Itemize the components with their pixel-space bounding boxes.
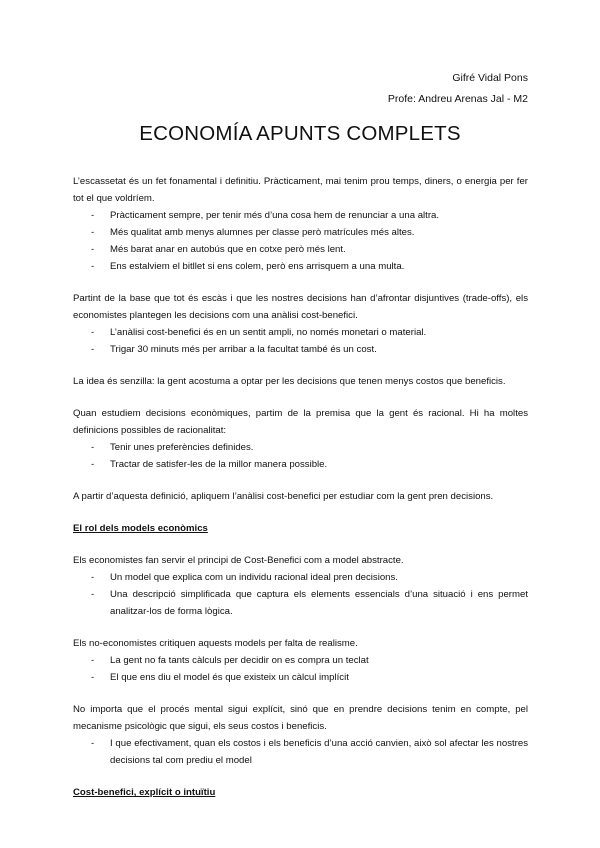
teacher-line: Profe: Andreu Arenas Jal - M2 — [387, 93, 528, 105]
list-item: - La gent no fa tants càlculs per decidir on es compra un teclat — [91, 655, 369, 666]
list-rationality — [73, 439, 528, 473]
list-models — [73, 569, 528, 620]
author-name: Gifré Vidal Pons — [452, 72, 528, 84]
list-item: - L’anàlisi cost-benefici és en un sentit ampli, no només monetari o material. — [91, 327, 427, 338]
paragraph-implicit: No importa que el procés mental sigui explícit, sinó que en prendre decisions tenim en compte, pel mecanisme psicològic que sigui, els seus costos i beneficis. — [73, 704, 528, 732]
paragraph-models: Els economistes fan servir el principi de Cost-Benefici com a model abstracte. — [73, 555, 404, 566]
list-item: - Ens estalviem el bitllet si ens colem, però ens arrisquem a una multa. — [91, 261, 405, 272]
paragraph-criticism: Els no-economistes critiquen aquests models per falta de realisme. — [73, 638, 358, 649]
list-item: - Una descripció simplificada que captura els elements essencials d’una situació i ens permet analitzar-los de forma lògica. — [91, 589, 528, 617]
page-title: ECONOMÍA APUNTS COMPLETS — [139, 122, 461, 145]
list-criticism — [73, 652, 528, 686]
list-scarcity — [73, 207, 528, 275]
list-item: - Més barat anar en autobús que en cotxe però més lent. — [91, 244, 346, 255]
list-implicit — [73, 735, 528, 769]
list-item: - Pràcticament sempre, per tenir més d’una cosa hem de renunciar a una altra. — [91, 210, 440, 221]
paragraph-tradeoffs: Partint de la base que tot és escàs i que les nostres decisions han d’afrontar disjuntives (trade-offs), els economistes plantegen les decisions com una anàlisi cost-benefici. — [73, 293, 528, 321]
document-body — [73, 173, 528, 801]
list-item: - Trigar 30 minuts més per arribar a la facultat també és un cost. — [91, 344, 377, 355]
paragraph-idea: La idea és senzilla: la gent acostuma a optar per les decisions que tenen menys costos que beneficis. — [73, 376, 506, 387]
list-item: - Tenir unes preferències definides. — [91, 442, 254, 453]
section-heading-models: El rol dels models econòmics — [73, 523, 208, 534]
list-item: - Més qualitat amb menys alumnes per classe però matrícules més altes. — [91, 227, 415, 238]
list-item: - Tractar de satisfer-les de la millor manera possible. — [91, 459, 328, 470]
list-item: - I que efectivament, quan els costos i els beneficis d’una acció canvien, això sol afectar les nostres decisions tal com prediu el model — [91, 738, 528, 766]
paragraph-definition: A partir d’aquesta definició, apliquem l’anàlisi cost-benefici per estudiar com la gent pren decisions. — [73, 491, 494, 502]
header — [388, 68, 528, 110]
list-tradeoffs — [73, 324, 528, 358]
paragraph-scarcity: L’escassetat és un fet fonamental i definitiu. Pràcticament, mai tenim prou temps, diners, o energia per fer tot el que voldríem. — [73, 176, 528, 204]
list-item: - El que ens diu el model és que existeix un càlcul implícit — [91, 672, 349, 683]
section-heading-cost-benefit: Cost-benefici, explícit o intuïtiu — [73, 787, 216, 798]
paragraph-rationality: Quan estudiem decisions econòmiques, partim de la premisa que la gent és racional. Hi ha moltes definicions possibles de racionalitat: — [73, 408, 528, 436]
list-item: - Un model que explica com un individu racional ideal pren decisions. — [91, 572, 398, 583]
